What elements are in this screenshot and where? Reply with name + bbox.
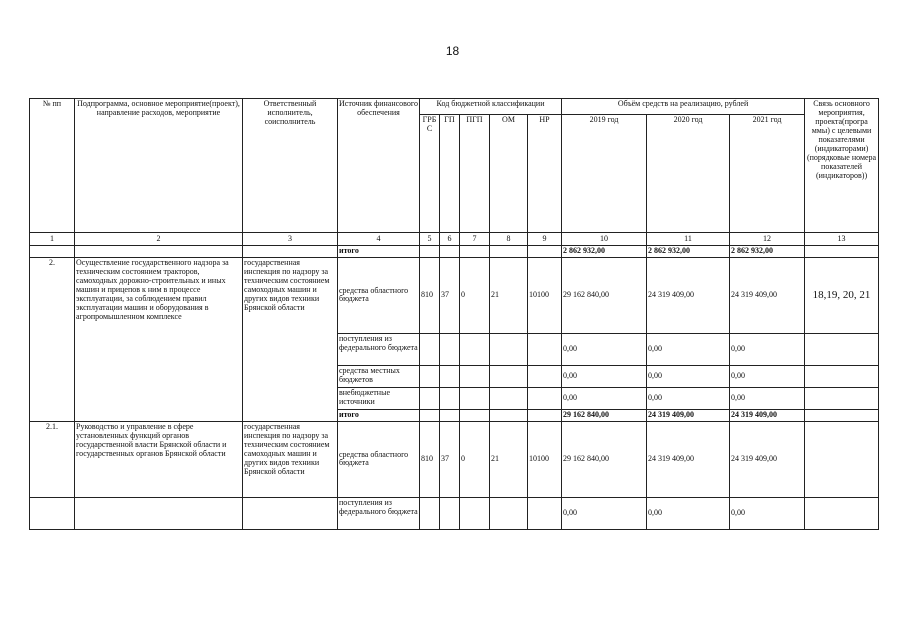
value-2020: 0,00 xyxy=(647,365,730,387)
col-number: 7 xyxy=(460,233,490,246)
gp-code: 37 xyxy=(440,257,460,333)
source: внебюджетные источники xyxy=(338,387,420,409)
row-number: 2.1. xyxy=(30,421,75,497)
om-code: 21 xyxy=(490,421,528,497)
col-number: 1 xyxy=(30,233,75,246)
value-2020: 24 319 409,00 xyxy=(647,257,730,333)
header-pgp: ПГП xyxy=(460,115,490,233)
header-2019: 2019 год xyxy=(562,115,647,233)
nr-code: 10100 xyxy=(528,257,562,333)
header-source: Источник финансового обеспечения xyxy=(338,99,420,233)
total-2021: 24 319 409,00 xyxy=(730,409,805,421)
header-gp: ГП xyxy=(440,115,460,233)
total-2021: 2 862 932,00 xyxy=(730,246,805,258)
indicator-link: 18,19, 20, 21 xyxy=(805,257,879,333)
value-2019: 29 162 840,00 xyxy=(562,257,647,333)
gp-code: 37 xyxy=(440,421,460,497)
value-2019: 0,00 xyxy=(562,333,647,365)
table-row xyxy=(30,257,879,333)
value-2021: 0,00 xyxy=(730,497,805,529)
row-number: 2. xyxy=(30,257,75,421)
total-label: итого xyxy=(338,246,420,258)
om-code: 21 xyxy=(490,257,528,333)
value-2020: 0,00 xyxy=(647,387,730,409)
value-2020: 0,00 xyxy=(647,497,730,529)
header-grbs: ГРБ С xyxy=(420,115,440,233)
col-number: 6 xyxy=(440,233,460,246)
total-2020: 24 319 409,00 xyxy=(647,409,730,421)
total-2019: 2 862 932,00 xyxy=(562,246,647,258)
col-number: 12 xyxy=(730,233,805,246)
col-number: 5 xyxy=(420,233,440,246)
program-description: Осуществление государственного надзора за техническим состоянием тракторов, самоходных дорожно-строительных и иных машин и прицепов к ним в процессе эксплуатации, за соблюдением правил эксплуатации машин и оборудования в агропромышленном комплексе xyxy=(75,257,243,421)
header-2021: 2021 год xyxy=(730,115,805,233)
grbs-code: 810 xyxy=(420,257,440,333)
pgp-code: 0 xyxy=(460,421,490,497)
value-2021: 0,00 xyxy=(730,365,805,387)
source: средства областного бюджета xyxy=(338,421,420,497)
value-2019: 0,00 xyxy=(562,365,647,387)
header-om: ОМ xyxy=(490,115,528,233)
col-number: 8 xyxy=(490,233,528,246)
table-row xyxy=(30,421,879,497)
header-budget-code: Код бюджетной классификации xyxy=(420,99,562,115)
table-row xyxy=(30,497,879,529)
executor: государственная инспекция по надзору за техническим состоянием самоходных машин и других видов техники Брянской области xyxy=(243,257,338,421)
value-2019: 29 162 840,00 xyxy=(562,421,647,497)
value-2021: 24 319 409,00 xyxy=(730,257,805,333)
value-2020: 24 319 409,00 xyxy=(647,421,730,497)
header-2020: 2020 год xyxy=(647,115,730,233)
source: средства областного бюджета xyxy=(338,257,420,333)
page-number: 18 xyxy=(445,44,460,58)
value-2020: 0,00 xyxy=(647,333,730,365)
value-2019: 0,00 xyxy=(562,497,647,529)
col-number: 3 xyxy=(243,233,338,246)
col-number: 2 xyxy=(75,233,243,246)
col-number: 4 xyxy=(338,233,420,246)
header-num: № пп xyxy=(30,99,75,233)
header-executor: Ответственный исполнитель, соисполнитель xyxy=(243,99,338,233)
header-nr: НР xyxy=(528,115,562,233)
total-label: итого xyxy=(338,409,420,421)
source: поступления из федерального бюджета xyxy=(338,333,420,365)
value-2019: 0,00 xyxy=(562,387,647,409)
nr-code: 10100 xyxy=(528,421,562,497)
total-2019: 29 162 840,00 xyxy=(562,409,647,421)
value-2021: 0,00 xyxy=(730,333,805,365)
total-2020: 2 862 932,00 xyxy=(647,246,730,258)
budget-table xyxy=(29,98,879,530)
value-2021: 24 319 409,00 xyxy=(730,421,805,497)
executor: государственная инспекция по надзору за техническим состоянием самоходных машин и других видов техники Брянской области xyxy=(243,421,338,497)
pgp-code: 0 xyxy=(460,257,490,333)
source: поступления из федерального бюджета xyxy=(338,497,420,529)
header-link: Связь основного мероприятия, проекта(програ ммы) с целевыми показателями (индикаторами) (порядковые номера показателей (индикаторов)) xyxy=(805,99,879,233)
grbs-code: 810 xyxy=(420,421,440,497)
header-volume: Объём средств на реализацию, рублей xyxy=(562,99,805,115)
col-number: 9 xyxy=(528,233,562,246)
program-description: Руководство и управление в сфере установленных функций органов государственной власти Брянской области и государственных органов Брянской области xyxy=(75,421,243,497)
total-row-top xyxy=(30,246,879,258)
col-number: 11 xyxy=(647,233,730,246)
source: средства местных бюджетов xyxy=(338,365,420,387)
col-number: 13 xyxy=(805,233,879,246)
header-program: Подпрограмма, основное мероприятие(проект), направление расходов, мероприятие xyxy=(75,99,243,233)
col-number: 10 xyxy=(562,233,647,246)
value-2021: 0,00 xyxy=(730,387,805,409)
